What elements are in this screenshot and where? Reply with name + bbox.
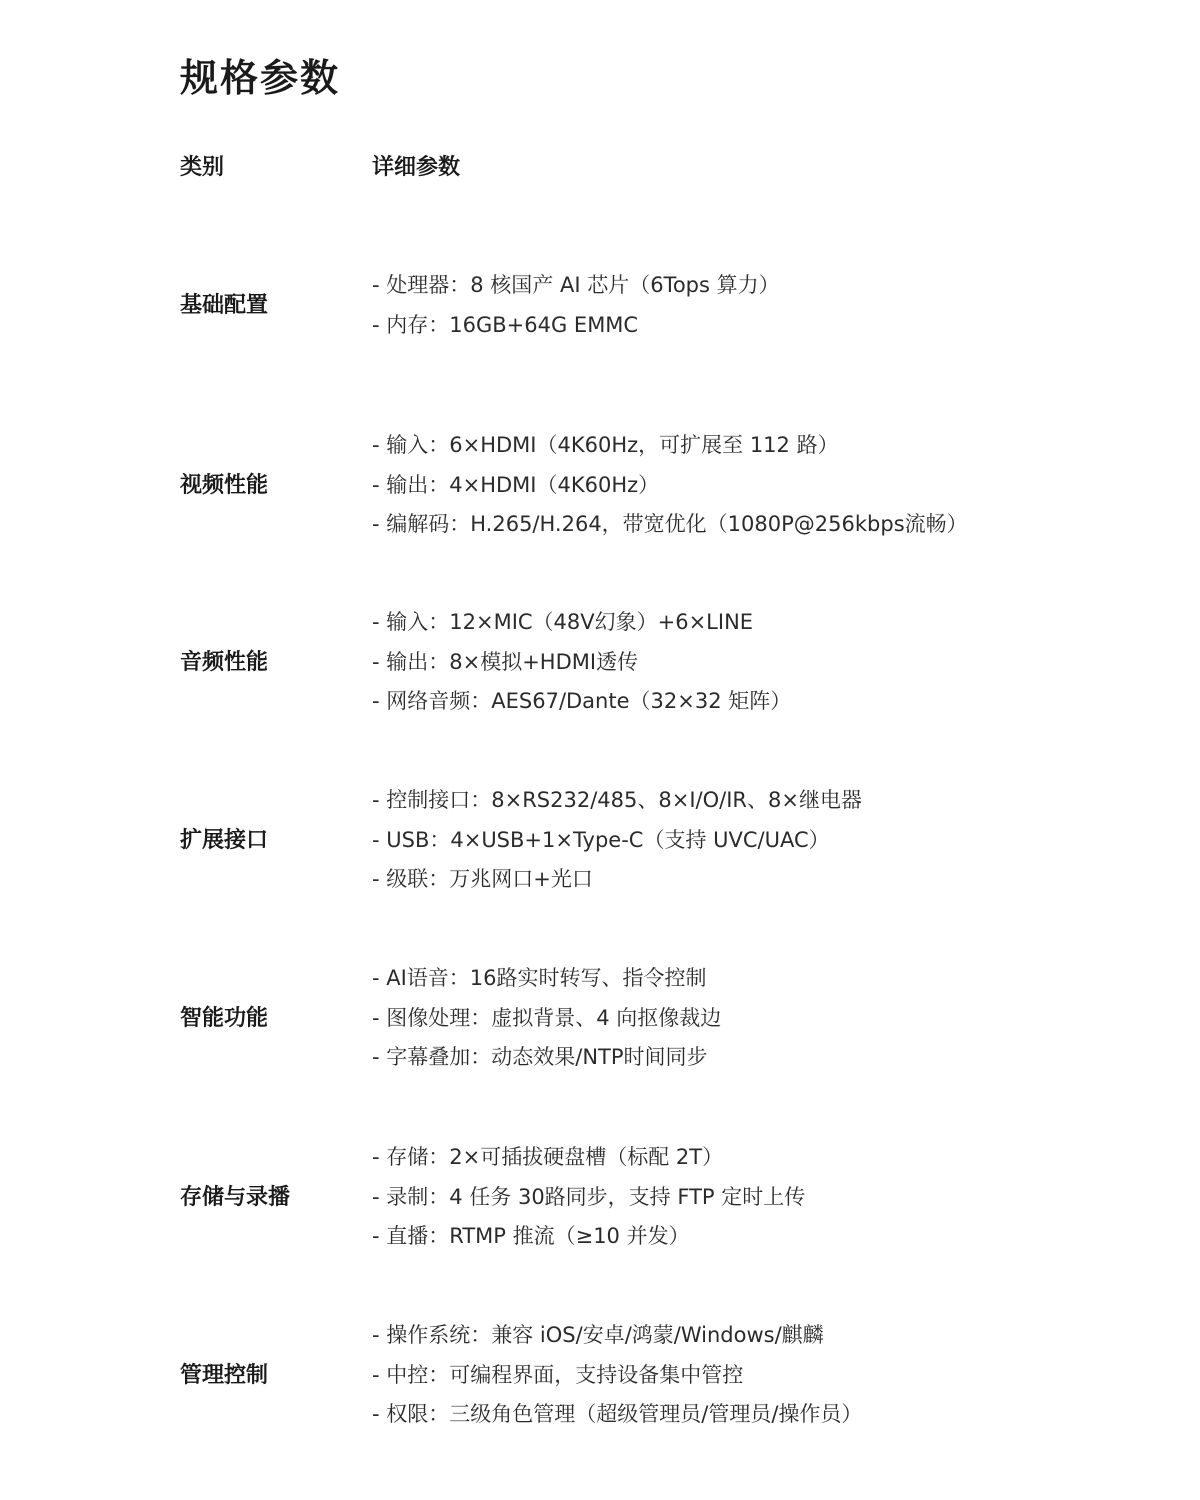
row-category: 音频性能 <box>180 650 269 675</box>
detail-item: - 操作系统：兼容 iOS/安卓/鸿蒙/Windows/麒麟 <box>372 1323 824 1347</box>
detail-item: - 内存：16GB+64G EMMC <box>372 312 639 337</box>
detail-item: - 图像处理：虚拟背景、4 向抠像裁边 <box>372 1005 722 1030</box>
row-category: 视频性能 <box>180 473 269 498</box>
detail-item: - 输出：8×模拟+HDMI透传 <box>372 649 639 674</box>
row-category: 管理控制 <box>180 1363 269 1388</box>
detail-item: - 级联：万兆网口+光口 <box>372 867 593 891</box>
detail-item: - 网络音频：AES67/Dante（32×32 矩阵） <box>372 689 792 713</box>
row-category: 智能功能 <box>180 1006 269 1031</box>
detail-item: - 录制：4 任务 30路同步，支持 FTP 定时上传 <box>372 1184 806 1209</box>
detail-item: - 输入：6×HDMI（4K60Hz，可扩展至 112 路） <box>372 433 839 457</box>
row-category: 存储与录播 <box>180 1185 291 1210</box>
detail-item: - USB：4×USB+1×Type-C（支持 UVC/UAC） <box>372 827 830 852</box>
spec-table-header <box>0 150 1200 186</box>
row-details <box>372 426 968 545</box>
detail-item: - 编解码：H.265/H.264，带宽优化（1080P@256kbps流畅） <box>372 512 968 536</box>
detail-item: - 输入：12×MIC（48V幻象）+6×LINE <box>372 610 754 634</box>
detail-item: - 字幕叠加：动态效果/NTP时间同步 <box>372 1045 708 1069</box>
header-category: 类别 <box>180 155 225 180</box>
row-details <box>372 603 791 722</box>
detail-item: - 存储：2×可插拔硬盘槽（标配 2T） <box>372 1145 724 1169</box>
row-details <box>372 1316 862 1435</box>
detail-item: - 直播：RTMP 推流（≥10 并发） <box>372 1224 690 1248</box>
row-details <box>372 959 721 1078</box>
detail-item: - 输出：4×HDMI（4K60Hz） <box>372 472 660 497</box>
row-details <box>372 1138 805 1257</box>
row-category: 扩展接口 <box>180 828 269 853</box>
detail-item: - 中控：可编程界面，支持设备集中管控 <box>372 1362 744 1387</box>
page-title: 规格参数 <box>180 56 341 100</box>
detail-item: - 权限：三级角色管理（超级管理员/管理员/操作员） <box>372 1402 863 1426</box>
detail-item: - 处理器：8 核国产 AI 芯片（6Tops 算力） <box>372 273 780 297</box>
detail-item: - AI语音：16路实时转写、指令控制 <box>372 966 707 990</box>
header-detail: 详细参数 <box>372 155 461 180</box>
row-details <box>372 266 780 345</box>
detail-item: - 控制接口：8×RS232/485、8×I/O/IR、8×继电器 <box>372 788 862 812</box>
row-details <box>372 781 862 900</box>
row-category: 基础配置 <box>180 293 269 318</box>
